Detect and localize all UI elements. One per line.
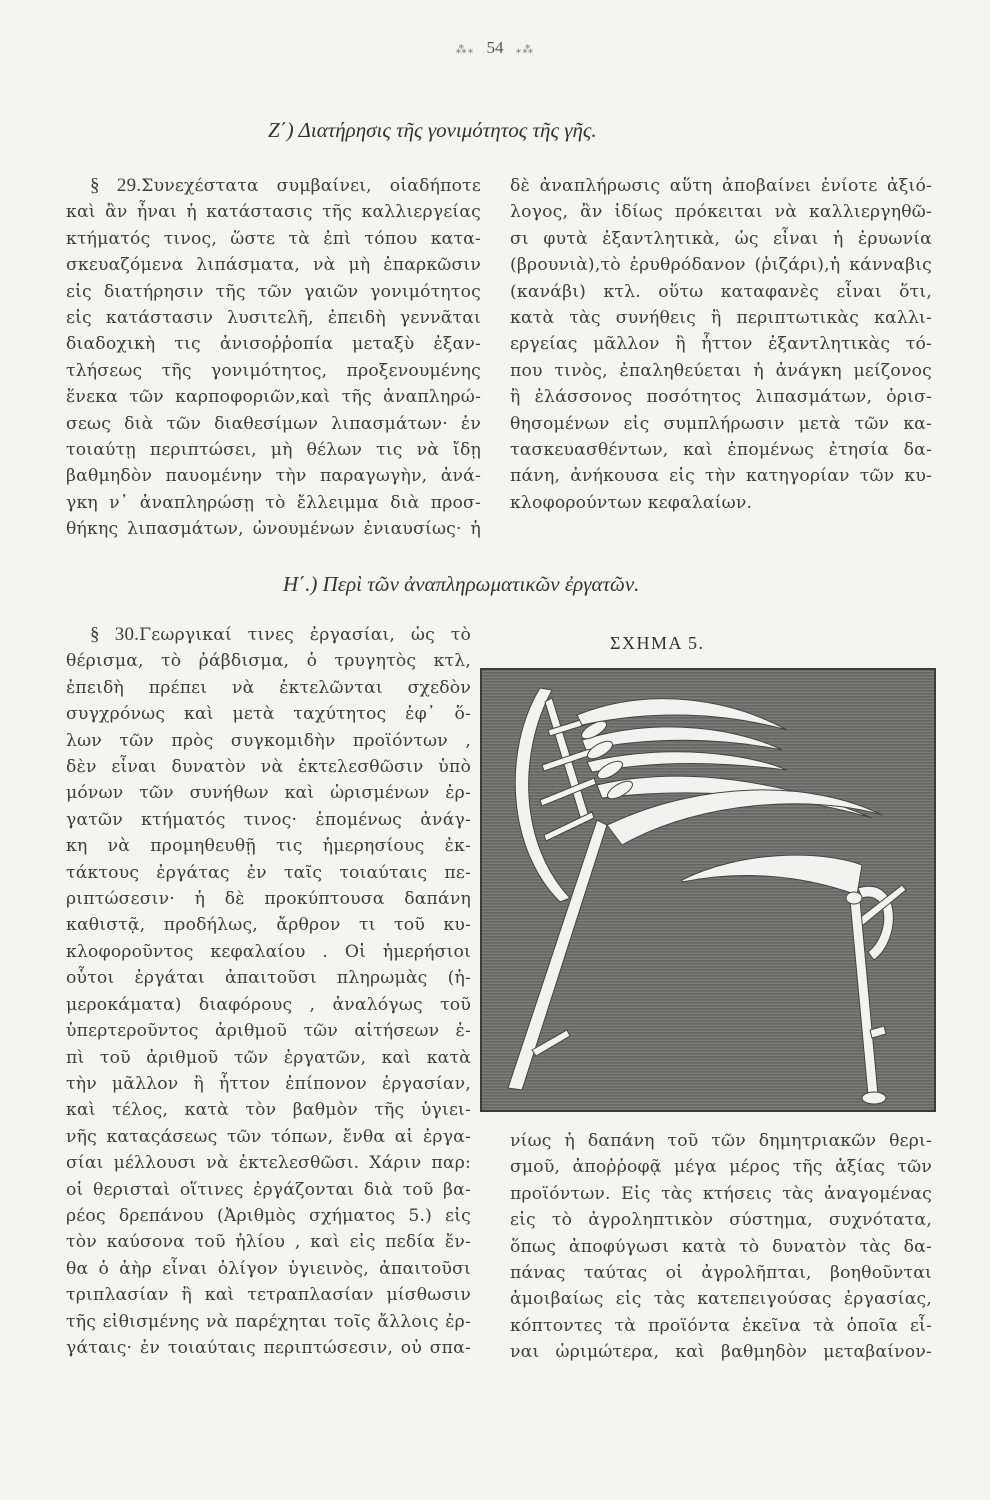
text-line: εἰς διατήρησιν τῆς τῶν γαιῶν γονιμότητος	[66, 281, 481, 302]
text-line: προϊόντων. Εἰς τὰς κτήσεις τὰς ἀναγομένας	[510, 1183, 932, 1204]
ornament-left-icon: ⁂⁎	[455, 44, 475, 56]
text-line: γάταις· ἐν τοιαύταις περιπτώσεσιν, οὐ σπα-	[66, 1337, 471, 1358]
text-line: μεροκάματα) διαφόρους , ἀναλόγως τοῦ	[66, 994, 471, 1015]
text-line: που τινὸς, ἐπαληθεύεται ἡ ἀνάγκη μείζονος	[510, 360, 932, 381]
text-line: οὗτοι ἐργάται ἀπαιτοῦσι πληρωμὰς (ἡ-	[66, 968, 471, 989]
text-line: θέρισμα, τὸ ῥάβδισμα, ὁ τρυγητὸς κτλ,	[66, 651, 471, 672]
text-line: οἱ θερισταὶ οἵτινες ἐργάζονται διὰ τοῦ βα-	[66, 1179, 471, 1200]
text-line: ἕνεκα τῶν καρποφοριῶν,καὶ τῆς ἀναπληρώ-	[66, 387, 481, 408]
text-line: κλοφορούντων κεφαλαίων.	[510, 492, 753, 513]
text-line: τασκευασθέντων, καὶ ἑπομένως ἐτησία δα-	[510, 440, 932, 461]
text-line: ἐπειδὴ πρέπει νὰ ἐκτελῶνται σχεδὸν	[66, 677, 471, 698]
section-z-heading: Ζ΄) Διατήρησις τῆς γονιμότητος τῆς γῆς.	[268, 118, 597, 142]
paragraph-29-right-column	[510, 173, 932, 516]
scythe-snath-icon	[508, 820, 607, 1090]
page-number-value: 54	[486, 38, 504, 57]
text-line: § 30.Γεωργικαί τινες ἐργασίαι, ὡς τὸ	[90, 624, 471, 645]
text-line: (κανάβι) κτλ. οὕτω καταφανὲς εἶναι ὅτι,	[510, 281, 932, 302]
text-line: § 29.Συνεχέστατα συμβαίνει, οἱαδήποτε	[90, 175, 481, 196]
text-line: καθιστᾷ, προδήλως, ἄρθρον τι τοῦ κυ-	[66, 915, 471, 936]
text-line: σι φυτὰ ἐξαντλητικὰ, ὡς εἶναι ἡ ἐρυωνία	[510, 228, 932, 249]
text-line: καὶ τέλος, κατὰ τὸν βαθμὸν τῆς ὑγιει-	[66, 1100, 471, 1121]
second-scythe-blade-icon	[682, 855, 862, 895]
paragraph-number: § 30.	[90, 624, 140, 645]
page-number	[0, 38, 990, 58]
text-line: τάκτους ἐργάτας ἐν ταῖς τοιαύταις πε-	[66, 862, 471, 883]
text-line: ριπτώσεσιν· ἡ δὲ προκύπτουσα δαπάνη	[66, 889, 471, 910]
text-line: εἰς τὸ ἀγροληπτικὸν σύστημα, συχνότατα,	[510, 1210, 932, 1231]
text-line: τριπλασίαν ἢ καὶ τετραπλασίαν μίσθωσιν	[66, 1285, 471, 1306]
text-line: θα ὁ ἀὴρ εἶναι ὀλίγον ὑγιεινὸς, ἀπαιτοῦσι	[66, 1258, 471, 1279]
text-line: πάνας ταύτας οἱ ἀγρολῆπται, βοηθοῦνται	[510, 1263, 932, 1284]
scythe-drawing	[482, 670, 934, 1110]
paragraph-number: § 29.	[90, 175, 142, 196]
text-line: θησομένων εἰς συμπλήρωσιν μετὰ τῶν κα-	[510, 413, 932, 434]
text-line: τῆς εἰθισμένης νὰ παρέχηται τοῖς ἄλλοις ἐρ-	[66, 1311, 471, 1332]
text-line: πὶ τοῦ ἀριθμοῦ τῶν ἐργατῶν, καὶ κατὰ	[66, 1047, 471, 1068]
text-line: σμοῦ, ἀποῤῥοφᾷ μέγα μέρος τῆς ἀξίας τῶν	[510, 1157, 932, 1178]
text-line: κτήματός τινος, ὥστε τὰ ἐπὶ τόπου κατα-	[66, 228, 481, 249]
text-line: σεως διὰ τῶν διαθεσίμων λιπασμάτων· ἐν	[66, 413, 481, 434]
text-line: πάνη, ἀνήκουσα εἰς τὴν κατηγορίαν τῶν κυ-	[510, 466, 932, 487]
text-line: κατὰ τὰς συνήθεις ἢ περιπτωτικὰς καλλι-	[510, 308, 932, 329]
text-line: διαδοχικὴ τις ἀνισοῤῥοπία μεταξὺ ἐξαν-	[66, 334, 481, 355]
text-line: κλοφοροῦντος κεφαλαίου . Οἱ ἡμερήσιοι	[66, 941, 471, 962]
scythe-blade-icon	[607, 790, 882, 845]
text-line: νῆς καταςάσεως τῶν τόπων, ἔνθα αἱ ἐργα-	[66, 1126, 471, 1147]
text-line: εργείας μᾶλλον ἢ ἧττον ἐξαντλητικὰς τό-	[510, 334, 932, 355]
text-line: (βρουνιὰ),τὸ ἐρυθρόδανον (ῥιζάρι),ἡ κάνναβις	[510, 255, 932, 276]
text-line: μόνων τῶν συνήθων καὶ ὡρισμένων ἐρ-	[66, 783, 471, 804]
text-line: γατῶν κτήματός τινος· ἑπομένως ἀνάγ-	[66, 809, 471, 830]
text-line: κη νὰ προμηθευθῇ τις ἡμερησίους ἐκ-	[66, 836, 471, 857]
text-line: βαθμηδὸν παυομένην τὴν παραγωγὴν, ἀνά-	[66, 466, 481, 487]
text-line: κόπτοντες τὰ προϊόντα ἐκεῖνα τὰ ὁποῖα εἶ-	[510, 1315, 932, 1336]
second-scythe-snath-icon	[850, 900, 878, 1095]
text-line: θήκης λιπασμάτων, ὠνουμένων ἐνιαυσίως· ἡ	[66, 519, 481, 540]
text-line: σκευαζόμενα λιπάσματα, νὰ μὴ ἐπαρκῶσιν	[66, 255, 481, 276]
cradle-finger-icon	[577, 699, 787, 730]
text-line: τοιαύτῃ περιπτώσει, μὴ θέλων τις νὰ ἴδῃ	[66, 440, 481, 461]
text-line: ἢ ἐλάσσονος ποσότητος λιπασμάτων, ὁρισ-	[510, 387, 932, 408]
text-line: δὲ ἀναπλήρωσις αὕτη ἀποβαίνει ἐνίοτε ἀξιό-	[510, 176, 932, 196]
text-line: σίαι μέλλουσι νὰ ἐκτελεσθῶσι. Χάριν παρ:	[66, 1153, 471, 1174]
paragraph-30-right-column	[510, 1128, 932, 1366]
text-line: γκη ν᾽ ἀναπληρώσῃ τὸ ἔλλειμμα διὰ προσ-	[66, 492, 481, 513]
section-h-heading: Η΄.) Περὶ τῶν ἀναπληρωματικῶν ἐργατῶν.	[283, 572, 640, 596]
text-line: ρέος δρεπάνου (Ἀριθμὸς σχήματος 5.) εἰς	[66, 1205, 471, 1226]
text-line: λων τῶν πρὸς συγκομιδὴν προϊόντων ,	[66, 730, 471, 751]
text-line: δὲν εἶναι δυνατὸν νὰ ἐκτελεσθῶσιν ὑπὸ	[66, 757, 471, 778]
text-line: τὴν μᾶλλον ἢ ἧττον ἐπίπονον ἐργασίαν,	[66, 1073, 471, 1094]
text-line: συγχρόνως καὶ μετὰ ταχύτητος ἐφ᾽ ὅ-	[66, 704, 471, 725]
paragraph-30-left-column	[66, 622, 471, 1361]
text-line: ὅπως ἀποφύγωσι κατὰ τὸ δυνατὸν τὰς δα-	[510, 1236, 932, 1257]
text-line: ὑπερτεροῦντος ἀριθμοῦ τῶν αἰτήσεων ἐ-	[66, 1021, 471, 1042]
paragraph-29-left-column	[66, 173, 481, 543]
scythe-illustration	[480, 668, 936, 1112]
text-line: λογος, ἂν ἰδίως πρόκειται νὰ καλλιεργηθῶ-	[510, 202, 932, 223]
text-line: ναι ὡριμώτερα, καὶ βαθμηδὸν μεταβαίνον-	[510, 1342, 932, 1363]
text-line: τὸν καύσονα τοῦ ἡλίου , καὶ εἰς πεδία ἔν-	[66, 1232, 471, 1253]
text-line: νίως ἡ δαπάνη τοῦ τῶν δημητριακῶν θερι-	[510, 1131, 932, 1151]
text-line: ἀμοιβαίως εἰς τὰς κατεπειγούσας ἐργασίας,	[510, 1289, 932, 1310]
ornament-right-icon: ⁎⁂	[515, 44, 535, 56]
figure-caption: ΣΧΗΜΑ 5.	[610, 633, 705, 653]
text-line: εἰς κατάστασιν λυσιτελῆ, ἐπειδὴ γεννᾶται	[66, 308, 481, 329]
text-line: τλήσεως τῆς γονιμότητος, προξενουμένης	[66, 360, 481, 381]
text-line: καὶ ἂν ἦναι ἡ κατάστασις τῆς καλλιεργείας	[66, 202, 481, 223]
